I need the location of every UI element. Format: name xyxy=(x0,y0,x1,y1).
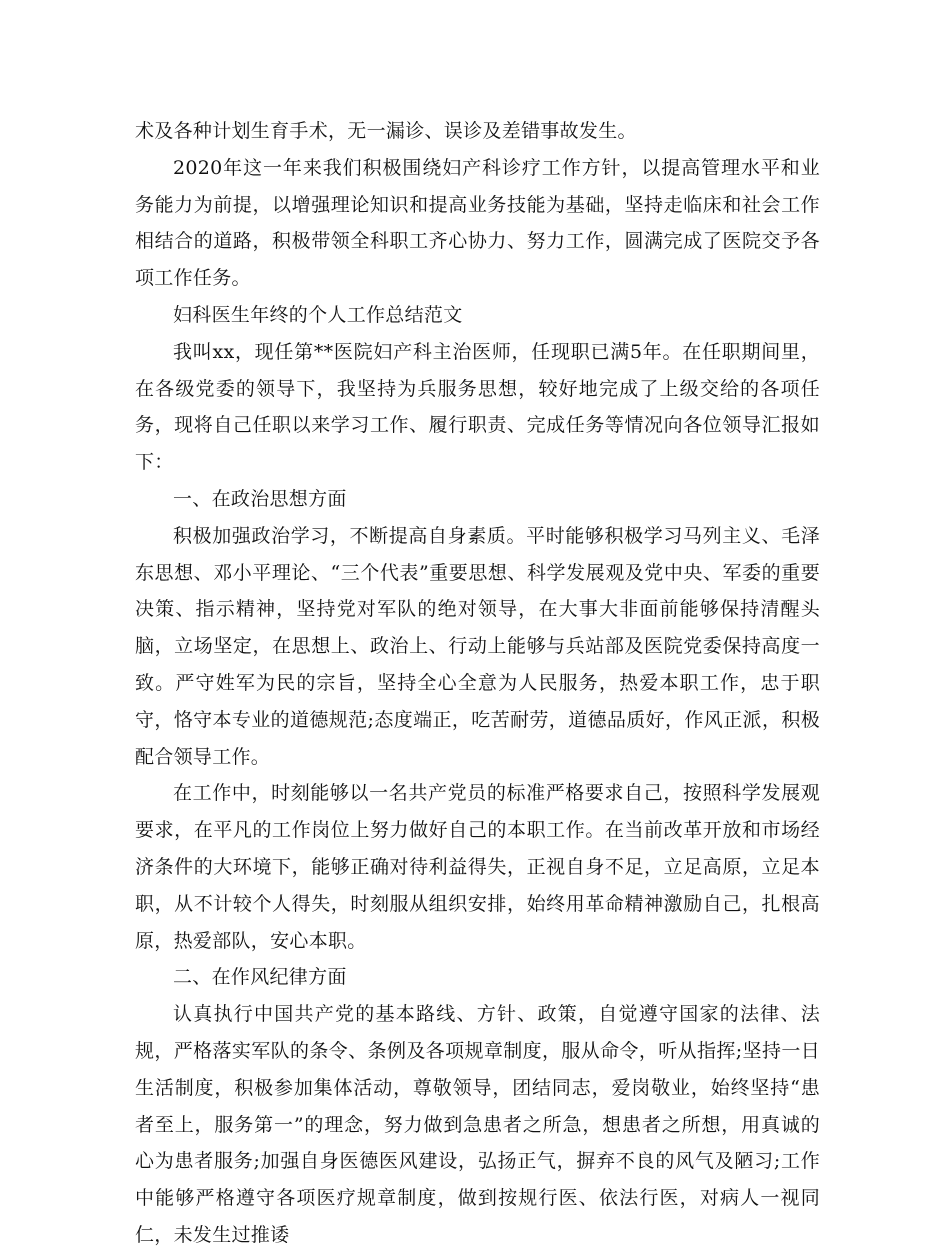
paragraph-work-attitude: 在工作中，时刻能够以一名共产党员的标准严格要求自己，按照科学发展观要求，在平凡的工作岗位上努力做好自己的本职工作。在当前改革开放和市场经济条件的大环境下，能够正确对待利益得失，正视自身不足，立足高原，立足本职，从不计较个人得失，时刻服从组织安排，始终用革命精神激励自己，扎根高原，热爱部队，安心本职。 xyxy=(135,782,820,952)
paragraph-continuation: 术及各种计划生育手术，无一漏诊、误诊及差错事故发生。 xyxy=(135,120,637,142)
paragraph-political-study: 积极加强政治学习，不断提高自身素质。平时能够积极学习马列主义、毛泽东思想、邓小平理论、“三个代表”重要思想、科学发展观及党中央、军委的重要决策、指示精神，坚持党对军队的绝对领导，在大事大非面前能够保持清醒头脑，立场坚定，在思想上、政治上、行动上能够与兵站部及医院党委保持高度一致。严守姓军为民的宗旨，坚持全心全意为人民服务，热爱本职工作，忠于职守，恪守本专业的道德规范;态度端正，吃苦耐劳，道德品质好，作风正派，积极配合领导工作。 xyxy=(135,524,820,768)
paragraph-discipline: 认真执行中国共产党的基本路线、方针、政策，自觉遵守国家的法律、法规，严格落实军队的条令、条例及各项规章制度，服从命令，听从指挥;坚持一日生活制度，积极参加集体活动，尊敬领导，团结同志，爱岗敬业，始终坚持“患者至上，服务第一”的理念，努力做到急患者之所急，想患者之所想，用真诚的心为患者服务;加强自身医德医风建设，弘扬正气，摒弃不良的风气及陋习;工作中能够严格遵守各项医疗规章制度，做到按规行医、依法行医，对病人一视同仁，未发生过推诿 xyxy=(135,1003,820,1246)
paragraph-introduction: 我叫xx，现任第**医院妇产科主治医师，任现职已满5年。在任职期间里，在各级党委的领导下，我坚持为兵服务思想，较好地完成了上级交给的各项任务，现将自己任职以来学习工作、履行职责、完成任务等情况向各位领导汇报如下： xyxy=(135,340,820,474)
section-title: 妇科医生年终的个人工作总结范文 xyxy=(173,303,463,326)
heading-political-thought: 一、在政治思想方面 xyxy=(173,487,347,510)
heading-work-style-discipline: 二、在作风纪律方面 xyxy=(173,966,347,989)
document-body xyxy=(135,113,820,1254)
paragraph-summary-2020: 2020年这一年来我们积极围绕妇产科诊疗工作方针，以提高管理水平和业务能力为前提，以增强理论知识和提高业务技能为基础，坚持走临床和社会工作相结合的道路，积极带领全科职工齐心协力、努力工作，圆满完成了医院交予各项工作任务。 xyxy=(135,156,820,290)
